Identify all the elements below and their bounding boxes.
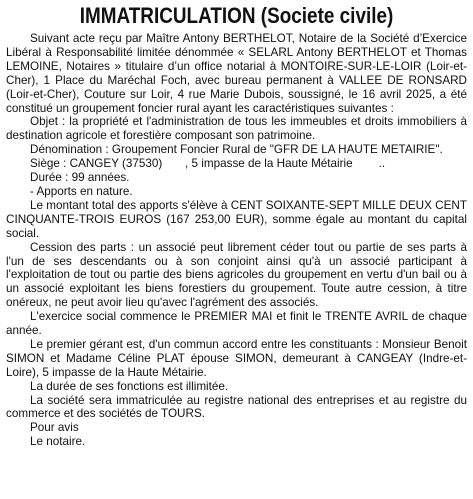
paragraph-apports: - Apports en nature. bbox=[30, 184, 133, 198]
paragraph-cession: Cession des parts : un associé peut librement céder tout ou partie de ses parts à l'un de ses descendants ou à son conjoint ainsi qu'à un associé participant à l'exploitation de tout ou partie des biens agricoles du groupement en vertu d'un bail ou à un associé exploitant les biens forestiers du groupement. Toute autre cession, à titre onéreux, ne peut avoir lieu qu'avec l'agrément des associés. bbox=[6, 240, 467, 310]
paragraph-denomination: Dénomination : Groupement Foncier Rural de "GFR DE LA HAUTE METAIRIE". bbox=[30, 143, 443, 157]
paragraph-object: Objet : la propriété et l'administration de tous les immeubles et droits immobiliers à destination agricole et forestière composant son patrimoine. bbox=[6, 115, 467, 143]
paragraph-siege: Siège : CANGEY (37530) , 5 impasse de la Haute Métairie .. bbox=[30, 157, 386, 171]
paragraph-signature: Le notaire. bbox=[30, 435, 86, 449]
notice-title: IMMATRICULATION (Societe civile) bbox=[79, 3, 394, 28]
paragraph-exercice: L'exercice social commence le PREMIER MAI et finit le TRENTE AVRIL de chaque année. bbox=[6, 310, 467, 338]
paragraph-gerant: Le premier gérant est, d'un commun accord entre les constituants : Monsieur Benoit SIMON et Madame Céline PLAT épouse SIMON, demeurant à CANGEAY (Indre-et-Loire), 5 impasse de la Haute Métairie. bbox=[6, 337, 467, 379]
paragraph-pour-avis: Pour avis bbox=[30, 421, 79, 435]
legal-notice bbox=[6, 0, 467, 449]
paragraph-fonctions: La durée de ses fonctions est illimitée. bbox=[30, 379, 229, 393]
paragraph-registre: La société sera immatriculée au registre national des entreprises et au registre du commerce et des sociétés de TOURS. bbox=[6, 393, 467, 421]
paragraph-capital: Le montant total des apports s'élève à CENT SOIXANTE-SEPT MILLE DEUX CENT CINQUANTE-TROIS EUROS (167 253,00 EUR), somme égale au montant du capital social. bbox=[6, 198, 467, 240]
paragraph-deed: Suivant acte reçu par Maître Antony BERTHELOT, Notaire de la Société d’Exercice Libéral à Responsabilité limitée dénommée « SELARL Antony BERTHELOT et Thomas LEMOINE, Notaires » titulaire d’un office notarial à MONTOIRE-SUR-LE-LOIR (Loir-et-Cher), 1 Place du Maréchal Foch, avec bureau permanent à VALLEE DE RONSARD (Loir-et-Cher), Couture sur Loir, 4 rue Marie Dubois, soussigné, le 16 avril 2025, a été constitué un groupement foncier rural ayant les caractéristiques suivantes : bbox=[6, 32, 467, 115]
paragraph-duree: Durée : 99 années. bbox=[30, 171, 130, 185]
